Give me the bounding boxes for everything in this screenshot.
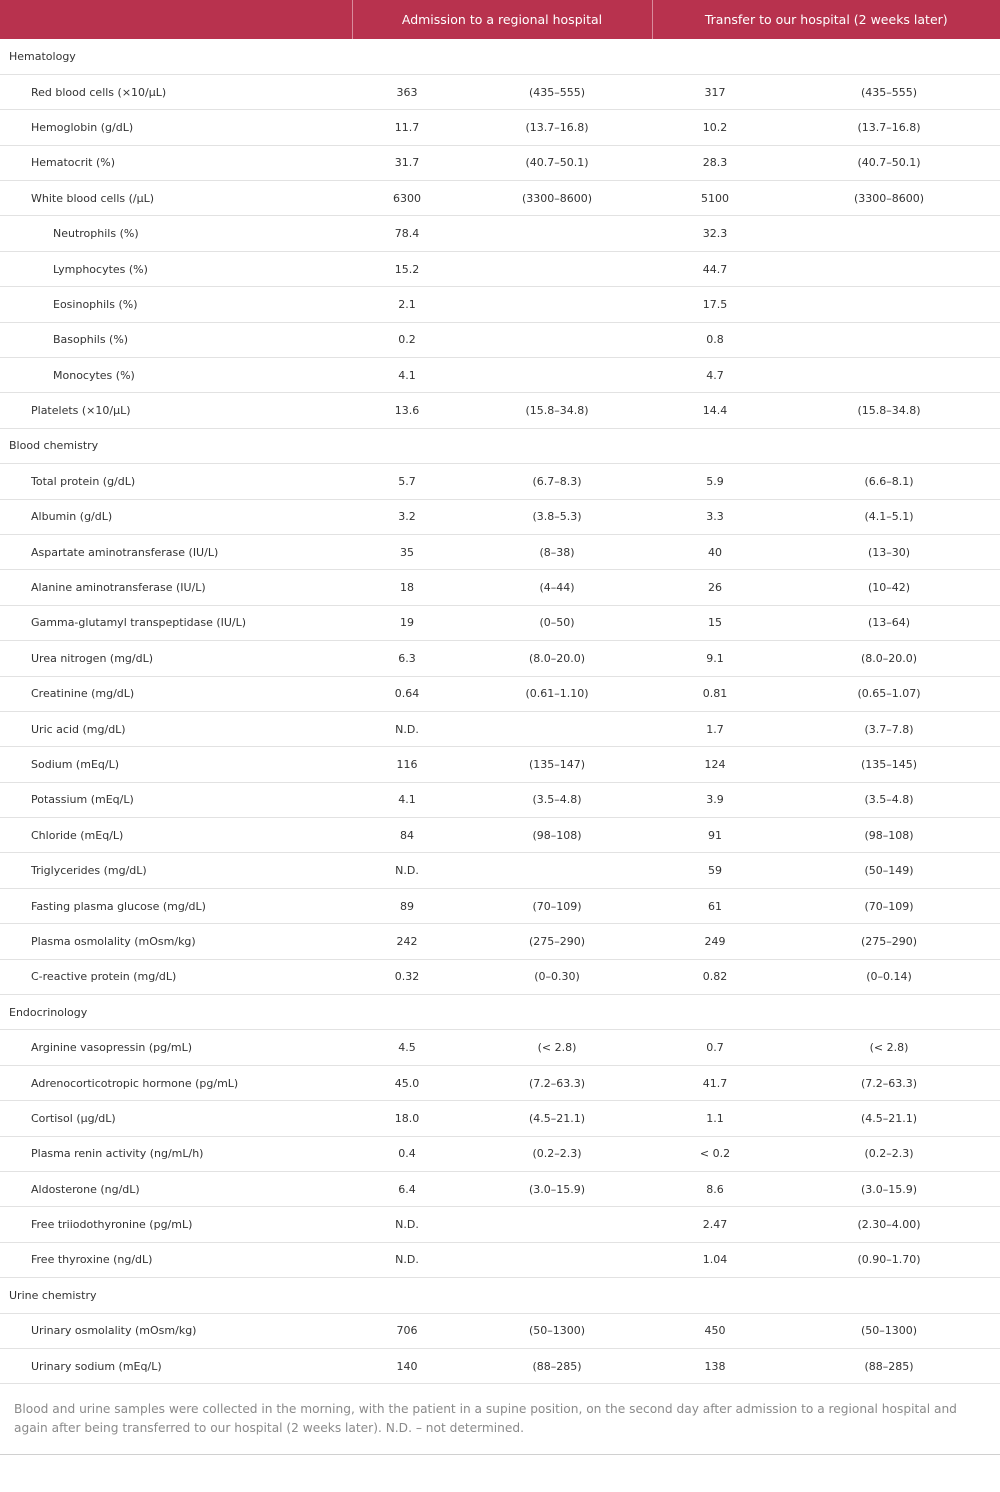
transfer-value: 61 bbox=[652, 888, 778, 923]
transfer-reference-range: (13–64) bbox=[778, 605, 1000, 640]
admission-value: N.D. bbox=[352, 1242, 462, 1277]
admission-value: 6.3 bbox=[352, 641, 462, 676]
transfer-reference-range: (15.8–34.8) bbox=[778, 393, 1000, 428]
admission-value: 363 bbox=[352, 74, 462, 109]
test-name: Uric acid (mg/dL) bbox=[0, 711, 352, 746]
transfer-reference-range: (< 2.8) bbox=[778, 1030, 1000, 1065]
admission-value: 0.2 bbox=[352, 322, 462, 357]
header-row bbox=[0, 0, 1000, 39]
transfer-value: 2.47 bbox=[652, 1207, 778, 1242]
test-name: Cortisol (μg/dL) bbox=[0, 1101, 352, 1136]
admission-value: 0.4 bbox=[352, 1136, 462, 1171]
admission-value: 4.5 bbox=[352, 1030, 462, 1065]
admission-reference-range: (4.5–21.1) bbox=[462, 1101, 652, 1136]
header-admission: Admission to a regional hospital bbox=[352, 0, 652, 39]
table-row bbox=[0, 110, 1000, 145]
admission-value: 6300 bbox=[352, 181, 462, 216]
transfer-reference-range: (3.7–7.8) bbox=[778, 711, 1000, 746]
header-label-column bbox=[0, 0, 352, 39]
admission-value: 18 bbox=[352, 570, 462, 605]
table-row bbox=[0, 676, 1000, 711]
table-row bbox=[0, 1348, 1000, 1383]
table-row bbox=[0, 1207, 1000, 1242]
transfer-reference-range: (135–145) bbox=[778, 747, 1000, 782]
table-row bbox=[0, 145, 1000, 180]
admission-value: 84 bbox=[352, 818, 462, 853]
table-row bbox=[0, 74, 1000, 109]
transfer-value: 3.9 bbox=[652, 782, 778, 817]
transfer-value: 317 bbox=[652, 74, 778, 109]
table-footnote: Blood and urine samples were collected in the morning, with the patient in a supine position, on the second day after admission to a regional hospital and again after being transferred to our hospital (2 weeks later). N.D. – not determined. bbox=[14, 1402, 957, 1436]
table-row bbox=[0, 1101, 1000, 1136]
admission-value: 31.7 bbox=[352, 145, 462, 180]
table-row bbox=[0, 747, 1000, 782]
admission-reference-range: (6.7–8.3) bbox=[462, 464, 652, 499]
transfer-reference-range: (0.2–2.3) bbox=[778, 1136, 1000, 1171]
admission-value: 45.0 bbox=[352, 1065, 462, 1100]
admission-reference-range: (< 2.8) bbox=[462, 1030, 652, 1065]
transfer-reference-range: (4.5–21.1) bbox=[778, 1101, 1000, 1136]
admission-reference-range: (0–0.30) bbox=[462, 959, 652, 994]
section-row bbox=[0, 39, 1000, 74]
transfer-value: 28.3 bbox=[652, 145, 778, 180]
admission-value: 4.1 bbox=[352, 782, 462, 817]
test-name: Urinary sodium (mEq/L) bbox=[0, 1348, 352, 1383]
table-row bbox=[0, 570, 1000, 605]
admission-reference-range bbox=[462, 1242, 652, 1277]
test-name: Chloride (mEq/L) bbox=[0, 818, 352, 853]
transfer-value: 249 bbox=[652, 924, 778, 959]
admission-value: 140 bbox=[352, 1348, 462, 1383]
admission-value: 3.2 bbox=[352, 499, 462, 534]
table-row bbox=[0, 711, 1000, 746]
section-row bbox=[0, 995, 1000, 1030]
admission-reference-range: (40.7–50.1) bbox=[462, 145, 652, 180]
transfer-reference-range: (8.0–20.0) bbox=[778, 641, 1000, 676]
transfer-value: 8.6 bbox=[652, 1172, 778, 1207]
transfer-reference-range: (2.30–4.00) bbox=[778, 1207, 1000, 1242]
transfer-reference-range: (0.65–1.07) bbox=[778, 676, 1000, 711]
table-row bbox=[0, 322, 1000, 357]
admission-reference-range bbox=[462, 711, 652, 746]
table-row bbox=[0, 959, 1000, 994]
transfer-reference-range: (40.7–50.1) bbox=[778, 145, 1000, 180]
table-row bbox=[0, 358, 1000, 393]
transfer-value: 59 bbox=[652, 853, 778, 888]
test-name: Eosinophils (%) bbox=[0, 287, 352, 322]
admission-reference-range: (0.61–1.10) bbox=[462, 676, 652, 711]
transfer-value: 40 bbox=[652, 534, 778, 569]
test-name: Monocytes (%) bbox=[0, 358, 352, 393]
transfer-value: 26 bbox=[652, 570, 778, 605]
admission-value: N.D. bbox=[352, 853, 462, 888]
test-name: Plasma renin activity (ng/mL/h) bbox=[0, 1136, 352, 1171]
admission-reference-range bbox=[462, 358, 652, 393]
admission-value: N.D. bbox=[352, 1207, 462, 1242]
transfer-reference-range bbox=[778, 287, 1000, 322]
admission-reference-range bbox=[462, 1207, 652, 1242]
admission-reference-range: (3.0–15.9) bbox=[462, 1172, 652, 1207]
admission-reference-range: (8–38) bbox=[462, 534, 652, 569]
header-transfer: Transfer to our hospital (2 weeks later) bbox=[704, 12, 948, 27]
admission-value: 78.4 bbox=[352, 216, 462, 251]
admission-reference-range bbox=[462, 322, 652, 357]
transfer-reference-range: (13–30) bbox=[778, 534, 1000, 569]
section-label: Endocrinology bbox=[0, 995, 1000, 1030]
table-row bbox=[0, 287, 1000, 322]
admission-reference-range: (0–50) bbox=[462, 605, 652, 640]
table-row bbox=[0, 1030, 1000, 1065]
section-row bbox=[0, 428, 1000, 463]
table-row bbox=[0, 464, 1000, 499]
admission-value: 0.64 bbox=[352, 676, 462, 711]
admission-reference-range bbox=[462, 216, 652, 251]
table-row bbox=[0, 1313, 1000, 1348]
transfer-reference-range: (275–290) bbox=[778, 924, 1000, 959]
test-name: Aspartate aminotransferase (IU/L) bbox=[0, 534, 352, 569]
admission-value: 242 bbox=[352, 924, 462, 959]
test-name: Adrenocorticotropic hormone (pg/mL) bbox=[0, 1065, 352, 1100]
admission-reference-range: (98–108) bbox=[462, 818, 652, 853]
transfer-value: 0.7 bbox=[652, 1030, 778, 1065]
bottom-divider bbox=[0, 1454, 1000, 1455]
test-name: Albumin (g/dL) bbox=[0, 499, 352, 534]
table-row bbox=[0, 1172, 1000, 1207]
test-name: Fasting plasma glucose (mg/dL) bbox=[0, 888, 352, 923]
admission-value: 18.0 bbox=[352, 1101, 462, 1136]
test-name: Free triiodothyronine (pg/mL) bbox=[0, 1207, 352, 1242]
section-row bbox=[0, 1278, 1000, 1313]
table-row bbox=[0, 641, 1000, 676]
admission-value: 116 bbox=[352, 747, 462, 782]
transfer-reference-range: (50–149) bbox=[778, 853, 1000, 888]
transfer-value: 0.8 bbox=[652, 322, 778, 357]
admission-reference-range: (3.5–4.8) bbox=[462, 782, 652, 817]
admission-reference-range: (50–1300) bbox=[462, 1313, 652, 1348]
admission-value: 89 bbox=[352, 888, 462, 923]
test-name: C-reactive protein (mg/dL) bbox=[0, 959, 352, 994]
section-label: Hematology bbox=[0, 39, 1000, 74]
transfer-value: 1.1 bbox=[652, 1101, 778, 1136]
test-name: Sodium (mEq/L) bbox=[0, 747, 352, 782]
admission-reference-range: (15.8–34.8) bbox=[462, 393, 652, 428]
transfer-value: 138 bbox=[652, 1348, 778, 1383]
table-row bbox=[0, 782, 1000, 817]
transfer-reference-range: (435–555) bbox=[778, 74, 1000, 109]
transfer-reference-range bbox=[778, 251, 1000, 286]
test-name: Urea nitrogen (mg/dL) bbox=[0, 641, 352, 676]
admission-reference-range: (70–109) bbox=[462, 888, 652, 923]
transfer-value: 5100 bbox=[652, 181, 778, 216]
admission-reference-range bbox=[462, 287, 652, 322]
transfer-value: 124 bbox=[652, 747, 778, 782]
table-row bbox=[0, 499, 1000, 534]
test-name: Basophils (%) bbox=[0, 322, 352, 357]
test-name: Potassium (mEq/L) bbox=[0, 782, 352, 817]
table-row bbox=[0, 251, 1000, 286]
transfer-reference-range bbox=[778, 358, 1000, 393]
test-name: Free thyroxine (ng/dL) bbox=[0, 1242, 352, 1277]
admission-reference-range: (88–285) bbox=[462, 1348, 652, 1383]
transfer-reference-range: (10–42) bbox=[778, 570, 1000, 605]
transfer-reference-range: (98–108) bbox=[778, 818, 1000, 853]
test-name: Arginine vasopressin (pg/mL) bbox=[0, 1030, 352, 1065]
table-row bbox=[0, 181, 1000, 216]
admission-value: 4.1 bbox=[352, 358, 462, 393]
table-row bbox=[0, 216, 1000, 251]
transfer-reference-range: (7.2–63.3) bbox=[778, 1065, 1000, 1100]
admission-value: 19 bbox=[352, 605, 462, 640]
transfer-reference-range: (3300–8600) bbox=[778, 181, 1000, 216]
table-row bbox=[0, 393, 1000, 428]
transfer-value: 10.2 bbox=[652, 110, 778, 145]
table-row bbox=[0, 924, 1000, 959]
table-row bbox=[0, 888, 1000, 923]
test-name: Total protein (g/dL) bbox=[0, 464, 352, 499]
test-name: Creatinine (mg/dL) bbox=[0, 676, 352, 711]
transfer-value: 450 bbox=[652, 1313, 778, 1348]
admission-value: 2.1 bbox=[352, 287, 462, 322]
table-row bbox=[0, 534, 1000, 569]
test-name: Neutrophils (%) bbox=[0, 216, 352, 251]
test-name: Urinary osmolality (mOsm/kg) bbox=[0, 1313, 352, 1348]
transfer-value: 14.4 bbox=[652, 393, 778, 428]
table-row bbox=[0, 1136, 1000, 1171]
transfer-reference-range: (13.7–16.8) bbox=[778, 110, 1000, 145]
table-row bbox=[0, 853, 1000, 888]
transfer-reference-range bbox=[778, 322, 1000, 357]
test-name: Lymphocytes (%) bbox=[0, 251, 352, 286]
test-name: Aldosterone (ng/dL) bbox=[0, 1172, 352, 1207]
admission-reference-range: (4–44) bbox=[462, 570, 652, 605]
test-name: White blood cells (/μL) bbox=[0, 181, 352, 216]
section-label: Blood chemistry bbox=[0, 428, 1000, 463]
transfer-value: 44.7 bbox=[652, 251, 778, 286]
transfer-value: 15 bbox=[652, 605, 778, 640]
transfer-value: 17.5 bbox=[652, 287, 778, 322]
admission-value: 5.7 bbox=[352, 464, 462, 499]
admission-reference-range: (8.0–20.0) bbox=[462, 641, 652, 676]
test-name: Red blood cells (×10/μL) bbox=[0, 74, 352, 109]
transfer-value: 3.3 bbox=[652, 499, 778, 534]
transfer-reference-range: (3.5–4.8) bbox=[778, 782, 1000, 817]
transfer-reference-range: (3.0–15.9) bbox=[778, 1172, 1000, 1207]
table-row bbox=[0, 1242, 1000, 1277]
admission-value: 6.4 bbox=[352, 1172, 462, 1207]
admission-value: 13.6 bbox=[352, 393, 462, 428]
admission-value: N.D. bbox=[352, 711, 462, 746]
table-header bbox=[0, 0, 1000, 39]
transfer-value: 91 bbox=[652, 818, 778, 853]
admission-reference-range: (3300–8600) bbox=[462, 181, 652, 216]
test-name: Platelets (×10/μL) bbox=[0, 393, 352, 428]
transfer-value: 0.82 bbox=[652, 959, 778, 994]
transfer-value: 41.7 bbox=[652, 1065, 778, 1100]
test-name: Hematocrit (%) bbox=[0, 145, 352, 180]
transfer-reference-range: (0.90–1.70) bbox=[778, 1242, 1000, 1277]
test-name: Plasma osmolality (mOsm/kg) bbox=[0, 924, 352, 959]
test-name: Hemoglobin (g/dL) bbox=[0, 110, 352, 145]
admission-value: 11.7 bbox=[352, 110, 462, 145]
admission-reference-range: (275–290) bbox=[462, 924, 652, 959]
transfer-value: 1.04 bbox=[652, 1242, 778, 1277]
transfer-reference-range: (6.6–8.1) bbox=[778, 464, 1000, 499]
table-body bbox=[0, 39, 1000, 1384]
admission-reference-range bbox=[462, 251, 652, 286]
admission-reference-range: (0.2–2.3) bbox=[462, 1136, 652, 1171]
admission-reference-range bbox=[462, 853, 652, 888]
admission-reference-range: (435–555) bbox=[462, 74, 652, 109]
transfer-value: 5.9 bbox=[652, 464, 778, 499]
transfer-reference-range: (70–109) bbox=[778, 888, 1000, 923]
admission-reference-range: (135–147) bbox=[462, 747, 652, 782]
admission-reference-range: (13.7–16.8) bbox=[462, 110, 652, 145]
transfer-reference-range: (88–285) bbox=[778, 1348, 1000, 1383]
transfer-value: < 0.2 bbox=[652, 1136, 778, 1171]
admission-value: 706 bbox=[352, 1313, 462, 1348]
section-label: Urine chemistry bbox=[0, 1278, 1000, 1313]
admission-reference-range: (7.2–63.3) bbox=[462, 1065, 652, 1100]
admission-value: 0.32 bbox=[352, 959, 462, 994]
transfer-value: 9.1 bbox=[652, 641, 778, 676]
admission-value: 35 bbox=[352, 534, 462, 569]
transfer-reference-range: (4.1–5.1) bbox=[778, 499, 1000, 534]
transfer-value: 32.3 bbox=[652, 216, 778, 251]
transfer-value: 0.81 bbox=[652, 676, 778, 711]
transfer-value: 4.7 bbox=[652, 358, 778, 393]
test-name: Triglycerides (mg/dL) bbox=[0, 853, 352, 888]
table-row bbox=[0, 1065, 1000, 1100]
table-row bbox=[0, 818, 1000, 853]
transfer-reference-range: (50–1300) bbox=[778, 1313, 1000, 1348]
transfer-value: 1.7 bbox=[652, 711, 778, 746]
transfer-reference-range: (0–0.14) bbox=[778, 959, 1000, 994]
admission-reference-range: (3.8–5.3) bbox=[462, 499, 652, 534]
table-row bbox=[0, 605, 1000, 640]
transfer-reference-range bbox=[778, 216, 1000, 251]
test-name: Alanine aminotransferase (IU/L) bbox=[0, 570, 352, 605]
admission-value: 15.2 bbox=[352, 251, 462, 286]
test-name: Gamma-glutamyl transpeptidase (IU/L) bbox=[0, 605, 352, 640]
